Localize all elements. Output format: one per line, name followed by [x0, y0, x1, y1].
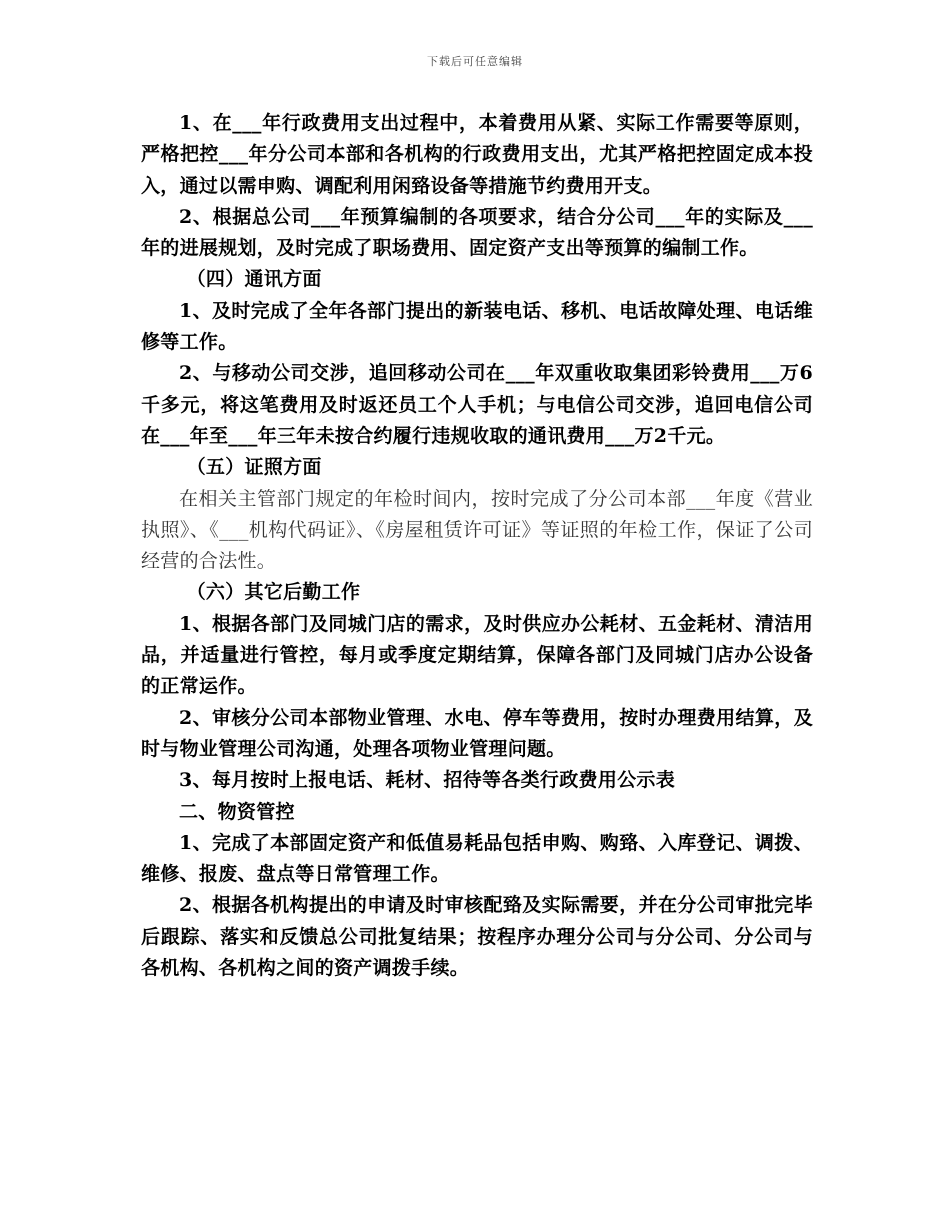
document-body — [141, 108, 813, 984]
paragraph-office-supplies: 1、根据各部门及同城门店的需求，及时供应办公耗材、五金耗材、清洁用品，并适量进行管控，每月或季度定期结算，保障各部门及同城门店办公设备的正常运作。 — [141, 612, 813, 698]
paragraph-phone-installation: 1、及时完成了全年各部门提出的新装电话、移机、电话故障处理、电话维修等工作。 — [141, 299, 813, 354]
paragraph-monthly-report: 3、每月按时上报电话、耗材、招待等各类行政费用公示表 — [179, 769, 676, 792]
paragraph-budget-compilation: 2、根据总公司___年预算编制的各项要求，结合分公司___年的实际及___年的进展规划，及时完成了职场费用、固定资产支出等预算的编制工作。 — [141, 205, 813, 260]
paragraph-fee-recovery: 2、与移动公司交涉，追回移动公司在___年双重收取集团彩铃费用___万6千多元，将这笔费用及时返还员工个人手机；与电信公司交涉，追回电信公司在___年至___年三年未按合约履行违规收取的通讯费用___万2千元。 — [141, 362, 813, 447]
paragraph-fixed-assets: 1、完成了本部固定资产和低值易耗品包括申购、购臵、入库登记、调拨、维修、报废、盘点等日常管理工作。 — [141, 831, 813, 886]
paragraph-annual-inspection: 在相关主管部门规定的年检时间内，按时完成了分公司本部___年度《营业执照》、《___机构代码证》、《房屋租赁许可证》等证照的年检工作，保证了公司经营的合法性。 — [141, 487, 813, 573]
paragraph-admin-expense-control: 1、在___年行政费用支出过程中，本着费用从紧、实际工作需要等原则，严格把控___年分公司本部和各机构的行政费用支出，尤其严格把控固定成本投入，通过以需申购、调配利用闲臵设备等措施节约费用开支。 — [141, 112, 813, 197]
section-heading-other-logistics: （六）其它后勤工作 — [186, 581, 361, 604]
section-heading-materials-control: 二、物资管控 — [179, 800, 295, 823]
paragraph-property-fees: 2、审核分公司本部物业管理、水电、停车等费用，按时办理费用结算，及时与物业管理公司沟通，处理各项物业管理问题。 — [141, 706, 813, 760]
section-heading-communications: （四）通讯方面 — [186, 268, 322, 291]
paragraph-asset-transfer: 2、根据各机构提出的申请及时审核配臵及实际需要，并在分公司审批完毕后跟踪、落实和反馈总公司批复结果；按程序办理分公司与分公司、分公司与各机构、各机构之间的资产调拨手续。 — [141, 894, 813, 980]
page-header: 下载后可任意编辑 — [427, 55, 523, 68]
section-heading-licenses: （五）证照方面 — [186, 456, 322, 479]
